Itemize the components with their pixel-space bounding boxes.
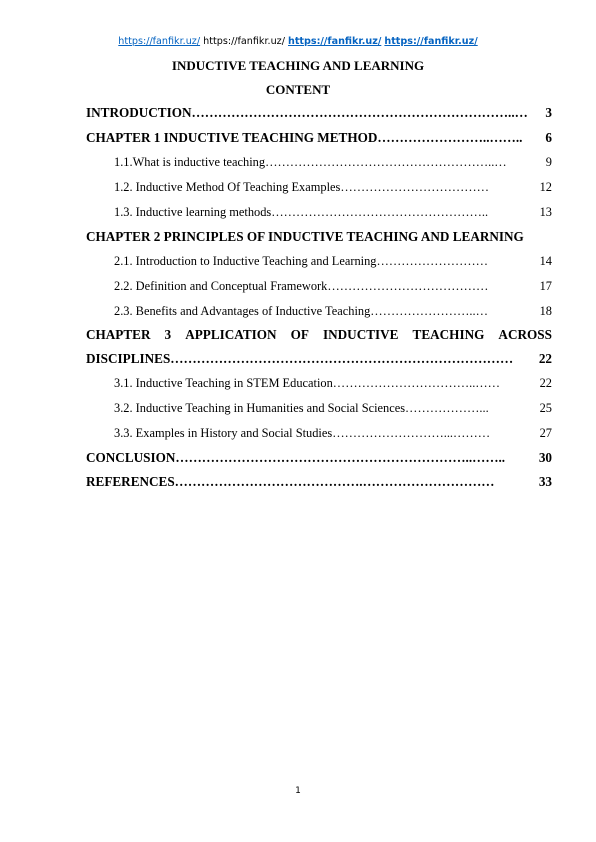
toc-entry-references[interactable] [86,474,552,490]
toc-page: 14 [539,254,552,268]
toc-word: 3 [164,327,172,342]
toc-entry-2-2[interactable] [114,279,552,294]
toc-entry-3-1[interactable] [114,376,552,391]
toc-word: TEACHING [412,327,485,342]
toc-label: CHAPTER 2 PRINCIPLES OF INDUCTIVE TEACHING AND LEARNING [86,229,524,244]
header-link-4[interactable]: https://fanfikr.uz/ [384,36,478,47]
toc-entry-chapter-2[interactable] [86,229,552,245]
toc-word: APPLICATION [185,327,277,342]
toc-entry-3-2[interactable] [114,401,552,416]
content-heading: CONTENT [265,82,331,97]
toc-page: 18 [539,304,552,318]
toc-page: 22 [539,376,552,390]
toc-word: OF [290,327,309,342]
toc-dots: ……………………… [376,254,488,268]
toc-word: CHAPTER [86,327,151,342]
toc-word: INDUCTIVE [323,327,399,342]
toc-entry-chapter-3-line-1[interactable] [86,327,552,343]
toc-dots: ………………………………… [327,279,489,293]
toc-dots: ……………………..… [370,304,489,318]
toc-entry-1-2[interactable] [114,180,552,195]
toc-word: ACROSS [498,327,552,342]
toc-label: CHAPTER 1 INDUCTIVE TEACHING METHOD [86,130,378,145]
toc-label: 1.2. Inductive Method Of Teaching Examples [114,180,341,194]
toc-dots: ……………………………..…… [332,376,501,390]
header-link-1[interactable]: https://fanfikr.uz/ [118,36,201,47]
toc-label: CONCLUSION [86,450,176,465]
toc-dots: ………………………………………………..… [265,155,507,169]
toc-dots: …………………………………………….. [271,205,489,219]
toc-page: 13 [539,205,552,219]
toc-page: 17 [539,279,552,293]
document-title: INDUCTIVE TEACHING AND LEARNING [171,58,425,73]
toc-label: 2.1. Introduction to Inductive Teaching and Learning [114,254,377,268]
toc-label: 3.3. Examples in History and Social Studies [114,426,333,440]
toc-label: 3.1. Inductive Teaching in STEM Education [114,376,333,390]
toc-page: 25 [539,401,552,415]
toc-page: 12 [539,180,552,194]
toc-dots: ………………... [405,401,489,415]
toc-page: 22 [538,351,552,366]
toc-label: 3.2. Inductive Teaching in Humanities and Social Sciences [114,401,406,415]
toc-dots: …………………………………………………………………… [170,351,514,366]
toc-label: REFERENCES [86,474,175,489]
toc-page: 30 [538,450,552,465]
toc-entry-1-1[interactable] [114,155,552,170]
toc-label: 2.3. Benefits and Advantages of Inductive Teaching [114,304,371,318]
toc-dots: ……………………..…….. [377,130,523,145]
toc-page: 33 [538,474,552,489]
toc-label: 1.3. Inductive learning methods [114,205,272,219]
toc-entry-introduction[interactable] [86,105,552,121]
toc-entry-chapter-1[interactable] [86,130,552,146]
toc-dots: …………………………………………………………..…….. [175,450,506,465]
toc-page: 3 [545,105,552,120]
header-links [0,36,596,47]
toc-label: INTRODUCTION [86,105,192,120]
header-link-3[interactable]: https://fanfikr.uz/ [288,36,382,47]
toc-dots: ………………………...……… [332,426,491,440]
toc-entry-conclusion[interactable] [86,450,552,466]
toc-page: 9 [545,155,552,169]
toc-page: 27 [539,426,552,440]
toc-entry-2-1[interactable] [114,254,552,269]
toc-dots: ……………………………… [340,180,490,194]
page-number: 1 [295,786,301,796]
toc-entry-1-3[interactable] [114,205,552,220]
toc-dots: …………………………………….………………………… [174,474,495,489]
toc-page: 6 [545,130,552,145]
toc-entry-chapter-3-line-2[interactable] [86,351,552,367]
toc-dots: ………………………………………………………………..… [191,105,528,120]
toc-entry-3-3[interactable] [114,426,552,441]
toc-label: DISCIPLINES [86,351,171,366]
header-link-2: https://fanfikr.uz/ [203,36,285,47]
toc-entry-2-3[interactable] [114,304,552,319]
toc-label: 2.2. Definition and Conceptual Framework [114,279,328,293]
toc-label: 1.1.What is inductive teaching [114,155,266,169]
